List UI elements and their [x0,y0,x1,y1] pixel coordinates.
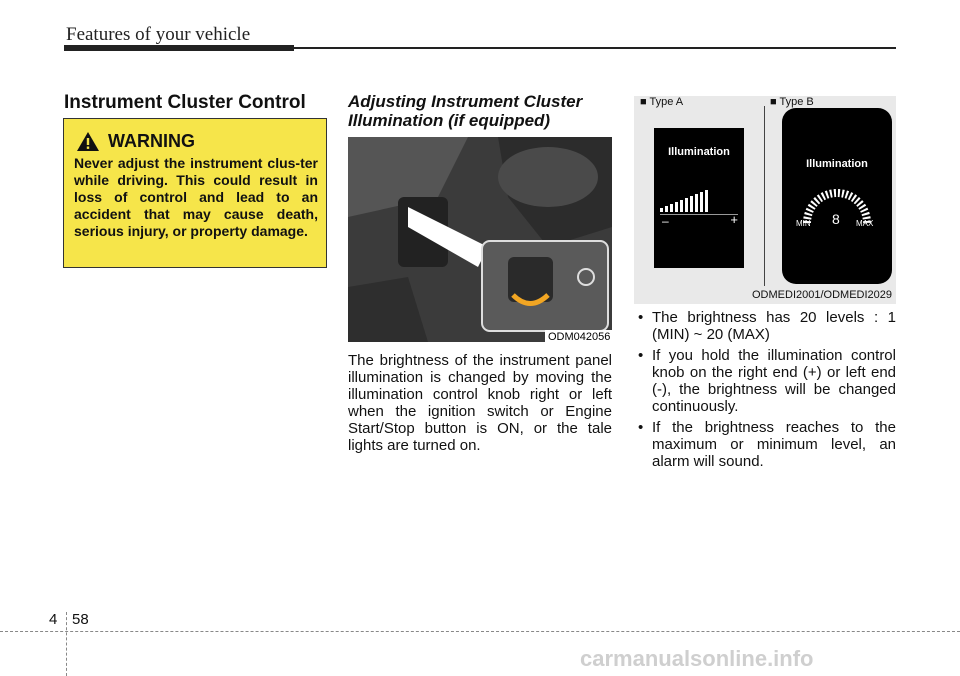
type-a-plus-label: + [730,212,738,227]
section-title: Instrument Cluster Control [64,92,306,113]
type-b-screen [782,108,892,284]
type-b-min-label: MIN [796,219,811,228]
type-a-minus-label: – [662,214,669,228]
type-a-screen [654,128,744,268]
header-rule-accent [64,45,294,51]
body-paragraph: The brightness of the instrument panel illumination is changed by moving the illumination control knob right or left when the ignition switch or Engine Start/Stop button is ON, or the tale lights are turned on. [348,352,612,454]
brightness-gauge-graphic [782,108,892,284]
bullet-item: • If the brightness reaches to the maximum or minimum level, an alarm will sound. [638,419,896,470]
dashboard-illustration [348,137,612,342]
bullet-item: • The brightness has 20 levels : 1 (MIN) ~ 20 (MAX) [638,309,896,343]
type-b-label: ■ Type B [770,96,814,108]
bullet-list [634,309,896,474]
footer-rule [0,631,960,632]
subsection-title: Adjusting Instrument Cluster Illumination (if equipped) [348,92,583,130]
warning-header [76,131,195,152]
warning-box [63,118,327,268]
type-b-level-value: 8 [832,211,840,227]
brightness-bars-graphic [654,128,744,268]
bullet-item: • If you hold the illumination control knob on the right end (+) or left end (-), the brightness will be changed continuously. [638,347,896,415]
illumination-types-panel [634,96,896,304]
photo-caption: ODM042056 [545,330,613,344]
bullet-text: If you hold the illumination control knob on the right end (+) or left end (-), the brightness will be changed continuously. [652,347,896,415]
type-b-max-label: MAX [856,219,874,228]
type-a-label: ■ Type A [640,96,684,108]
page-number: 58 [72,611,89,628]
type-b-screen-title: Illumination [806,158,868,170]
footer-divider [66,612,67,676]
warning-text: Never adjust the instrument clus-ter while driving. This could result in loss of control and lead to an accident that may cause death, serious injury, or property damage. [74,155,318,239]
watermark: carmanualsonline.info [580,646,814,671]
page-header-title: Features of your vehicle [66,24,251,45]
panel-divider [764,106,765,286]
warning-triangle-icon [76,131,100,152]
bullet-text: If the brightness reaches to the maximum or minimum level, an alarm will sound. [652,419,896,470]
dashboard-photo [348,137,612,342]
page-section-number: 4 [49,611,58,628]
panel-caption: ODMEDI2001/ODMEDI2029 [752,289,892,301]
bullet-text: The brightness has 20 levels : 1 (MIN) ~ 20 (MAX) [652,309,896,343]
warning-title: WARNING [108,131,195,151]
type-a-screen-title: Illumination [668,146,730,158]
